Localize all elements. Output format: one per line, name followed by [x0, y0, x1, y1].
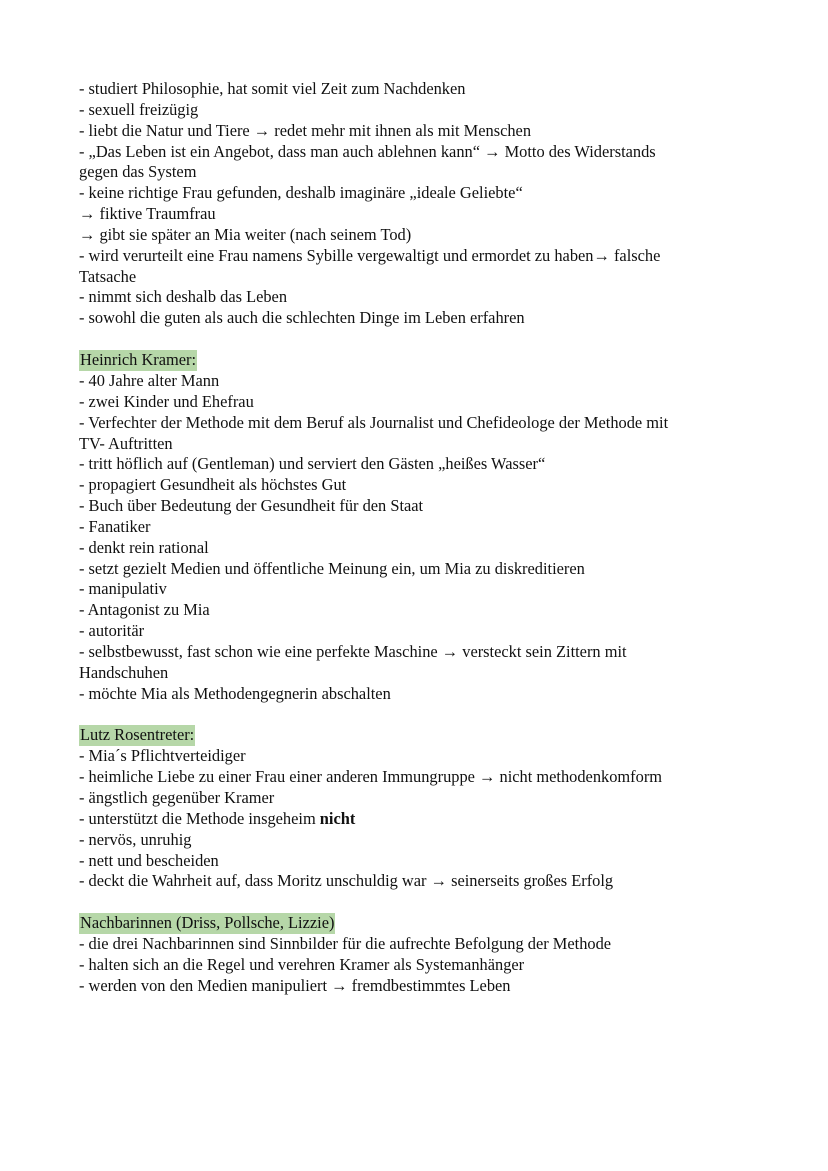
text-line — [79, 809, 759, 830]
text-line: - heimliche Liebe zu einer Frau einer anderen Immungruppe → nicht methodenkomform — [79, 767, 663, 787]
text-line: - sexuell freizügig — [79, 99, 199, 119]
text-line: - nett und bescheiden — [79, 850, 219, 870]
text-line: - selbstbewusst, fast schon wie eine perfekte Maschine → versteckt sein Zittern mit — [79, 641, 627, 661]
document-content — [79, 79, 759, 997]
text-line: - liebt die Natur und Tiere → redet mehr mit ihnen als mit Menschen — [79, 120, 532, 140]
text-line: - ängstlich gegenüber Kramer — [79, 788, 275, 807]
text-line: - setzt gezielt Medien und öffentliche Meinung ein, um Mia zu diskreditieren — [79, 558, 585, 578]
text-line: - autoritär — [79, 621, 145, 641]
text-line: - zwei Kinder und Ehefrau — [79, 391, 254, 411]
text-line: - nervös, unruhig — [79, 829, 192, 849]
text-line: - wird verurteilt eine Frau namens Sybille vergewaltigt und ermordet zu haben→ falsche — [79, 245, 661, 265]
intro-section — [79, 79, 759, 329]
text-line: → gibt sie später an Mia weiter (nach seinem Tod) — [79, 224, 412, 244]
kramer-section — [79, 350, 759, 704]
text-line: - studiert Philosophie, hat somit viel Zeit zum Nachdenken — [79, 79, 466, 98]
text-line: - Mia´s Pflichtverteidiger — [79, 746, 246, 766]
text-line: Tatsache — [79, 266, 137, 286]
text-line: - 40 Jahre alter Mann — [79, 370, 220, 390]
text-line: - die drei Nachbarinnen sind Sinnbilder für die aufrechte Befolgung der Methode — [79, 934, 612, 954]
section-gap — [79, 329, 759, 350]
text-line: - halten sich an die Regel und verehren Kramer als Systemanhänger — [79, 954, 525, 974]
text-line: - sowohl die guten als auch die schlechten Dinge im Leben erfahren — [79, 308, 525, 328]
neighbors-section — [79, 913, 759, 996]
text-line: - „Das Leben ist ein Angebot, dass man auch ablehnen kann“ → Motto des Widerstands — [79, 141, 656, 161]
text-line: gegen das System — [79, 162, 197, 182]
text-line: - propagiert Gesundheit als höchstes Gut — [79, 475, 347, 495]
text-line: - keine richtige Frau gefunden, deshalb imaginäre „ideale Geliebte“ — [79, 183, 523, 203]
support-bold-word: nicht — [319, 808, 356, 828]
text-line: - manipulativ — [79, 579, 167, 599]
text-line: - tritt höflich auf (Gentleman) und serviert den Gästen „heißes Wasser“ — [79, 454, 546, 474]
support-prefix: - unterstützt die Methode insgeheim — [79, 808, 320, 828]
section-heading-kramer: Heinrich Kramer: — [80, 350, 197, 370]
text-line: - nimmt sich deshalb das Leben — [79, 287, 288, 307]
text-line: Handschuhen — [79, 662, 169, 682]
text-line: - Fanatiker — [79, 516, 151, 536]
text-line: TV- Auftritten — [79, 433, 173, 453]
text-line: - denkt rein rational — [79, 537, 209, 557]
section-gap — [79, 704, 759, 725]
text-line: → fiktive Traumfrau — [79, 204, 216, 224]
rosentreter-section — [79, 725, 759, 892]
section-gap — [79, 892, 759, 913]
section-heading-rosentreter: Lutz Rosentreter: — [80, 725, 195, 745]
text-line: - Verfechter der Methode mit dem Beruf als Journalist und Chefideologe der Methode mit — [79, 412, 669, 432]
text-line: - werden von den Medien manipuliert → fremdbestimmtes Leben — [79, 975, 511, 995]
text-line: - möchte Mia als Methodengegnerin abschalten — [79, 683, 391, 703]
section-heading-neighbors: Nachbarinnen (Driss, Pollsche, Lizzie) — [80, 913, 335, 933]
text-line: - deckt die Wahrheit auf, dass Moritz unschuldig war → seinerseits großes Erfolg — [79, 871, 614, 891]
text-line: - Buch über Bedeutung der Gesundheit für den Staat — [79, 496, 424, 516]
text-line: - Antagonist zu Mia — [79, 600, 210, 620]
